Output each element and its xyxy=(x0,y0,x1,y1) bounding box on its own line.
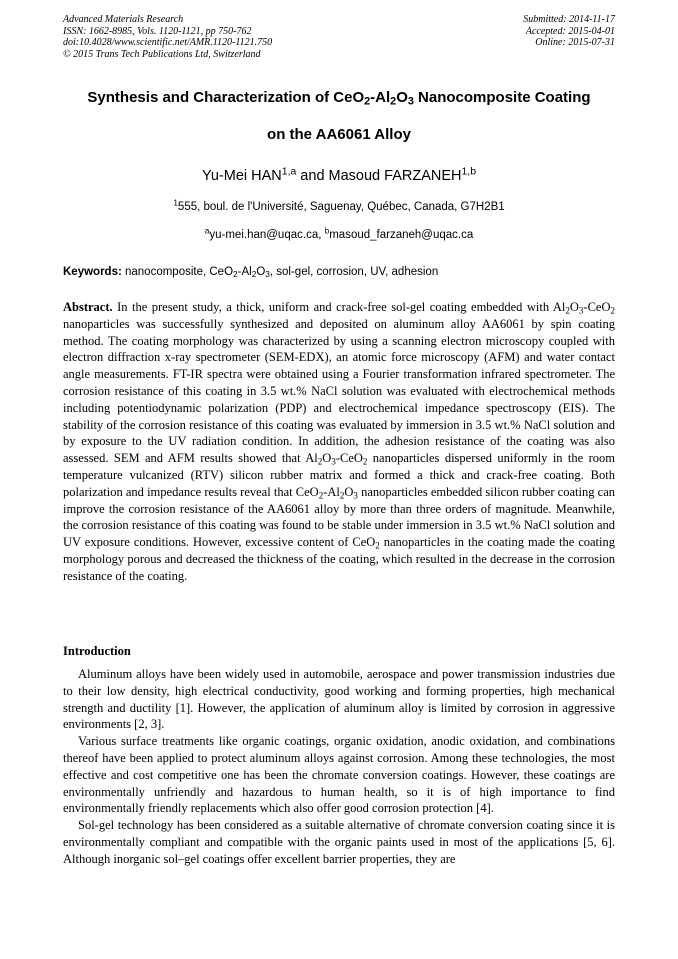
accepted-date: Accepted: 2015-04-01 xyxy=(525,25,615,37)
submitted-date: Submitted: 2014-11-17 xyxy=(523,14,615,25)
online-date: Online: 2015-07-31 xyxy=(535,37,615,48)
paragraph: Aluminum alloys have been widely used in automobile, aerospace and power transmission industries due to their low density, high electrical conductivity, good working and forming properties, high mechanical strength and ductility [1]. However, the application of aluminum alloy is limited by corrosion in aggressive environments [2, 3]. xyxy=(63,667,615,732)
section-heading-introduction: Introduction xyxy=(63,644,131,658)
journal-name: Advanced Materials Research xyxy=(63,14,184,25)
keywords: Keywords: nanocomposite, $CeO_2-Al_2O_3$, sol-gel, corrosion, UV, adhesion xyxy=(63,266,439,280)
doi-line: doi:10.4028/www.scientific.net/AMR.1120-1121.750 xyxy=(63,37,273,48)
affiliation: $^1$555, boul. de l'Université, Saguenay, Québec, Canada, G7H2B1 xyxy=(173,198,505,213)
paragraph: Various surface treatments like organic coatings, organic oxidation, anodic oxidation, and combinations thereof have been applied to protect aluminum alloys against corrosion. Among these technologies, the most effective and cost competitive one has been the chromate conversion coatings. However, these coatings are environmentally unfriendly and hazardous to human health, so it is of high importance to find environmentally friendly replacements which also offer good corrosion protection [4]. xyxy=(63,734,615,816)
paragraph: Sol-gel technology has been considered as a suitable alternative of chromate conversion coating since it is environmentally compliant and compatible with the organic paints used in most of the applications [5, 6]. Although inorganic sol–gel coatings offer excellent barrier properties, they are xyxy=(63,818,615,866)
author-emails: $^a$yu-mei.han@uqac.ca, $^b$masoud_farzaneh@uqac.ca xyxy=(204,226,474,241)
title-line-1: Synthesis and Characterization of $CeO_2-Al_2O_3$ Nanocomposite Coating xyxy=(87,89,591,108)
author-list: Yu-Mei HAN$^{1,a}$ and Masoud FARZANEH$^{1,b}$ xyxy=(201,166,477,184)
introduction-body xyxy=(63,666,615,868)
author-name: Yu-Mei HAN xyxy=(201,168,282,184)
abstract: Abstract. In the present study, a thick, uniform and crack-free sol-gel coating embedded with $Al_2O_3-CeO_2$ nanoparticles was successfully synthesized and deposited on aluminum alloy AA6061 by spin coating method. The coating morphology was characterized by using a scanning electron microscopy coupled with electron diffraction x-ray spectrometer (SEM-EDX), an atomic force microscopy (AFM) and water contact angle measurements. FT-IR spectra were obtained using a Fourier transformation infrared spectrometer. The corrosion resistance of this coating in 3.5 wt.% NaCl solution was evaluated with electrochemical methods including potentiodynamic polarization (PDP) and electrochemical impedance spectroscopy (EIS). The stability of the corrosion resistance of this coating was evaluated by immersion in 3.5 wt.% NaCl solution and by exposure to the UV radiation condition. In addition, the adhesion resistance of the coating was also assessed. SEM and AFM results showed that $Al_2O_3-CeO_2$ nanoparticles dispersed uniformly in the room temperature vulcanized (RTV) silicon rubber matrix and formed a thick and crack-free coating. Both polarization and impedance results reveal that $CeO_2-Al_2O_3$ nanoparticles embedded silicon rubber coating can improve the corrosion resistance of the AA6061 alloy by more than three orders of magnitude. Meanwhile, the corrosion resistance of this coating was found to be stable under immersion in 3.5 wt.% NaCl solution and UV exposure conditions. However, excessive content of CeO$_2$ nanoparticles in the coating made the coating morphology porous and decreased the thickness of the coating, which resulted in the decrease in the corrosion resistance of the coating. xyxy=(63,300,616,583)
title-line-2: on the AA6061 Alloy xyxy=(267,126,411,143)
keywords-label: Keywords: xyxy=(63,266,122,278)
copyright-line: © 2015 Trans Tech Publications Ltd, Switzerland xyxy=(63,48,261,60)
author-name: Masoud FARZANEH xyxy=(328,168,462,184)
publication-dates xyxy=(523,14,615,49)
email-link[interactable]: yu-mei.han@uqac.ca, xyxy=(209,229,325,241)
abstract-label: Abstract. xyxy=(63,300,113,314)
publication-info xyxy=(63,14,272,60)
email-link[interactable]: masoud_farzaneh@uqac.ca xyxy=(329,229,474,241)
issn-line: ISSN: 1662-8985, Vols. 1120-1121, pp 750-762 xyxy=(63,25,252,37)
